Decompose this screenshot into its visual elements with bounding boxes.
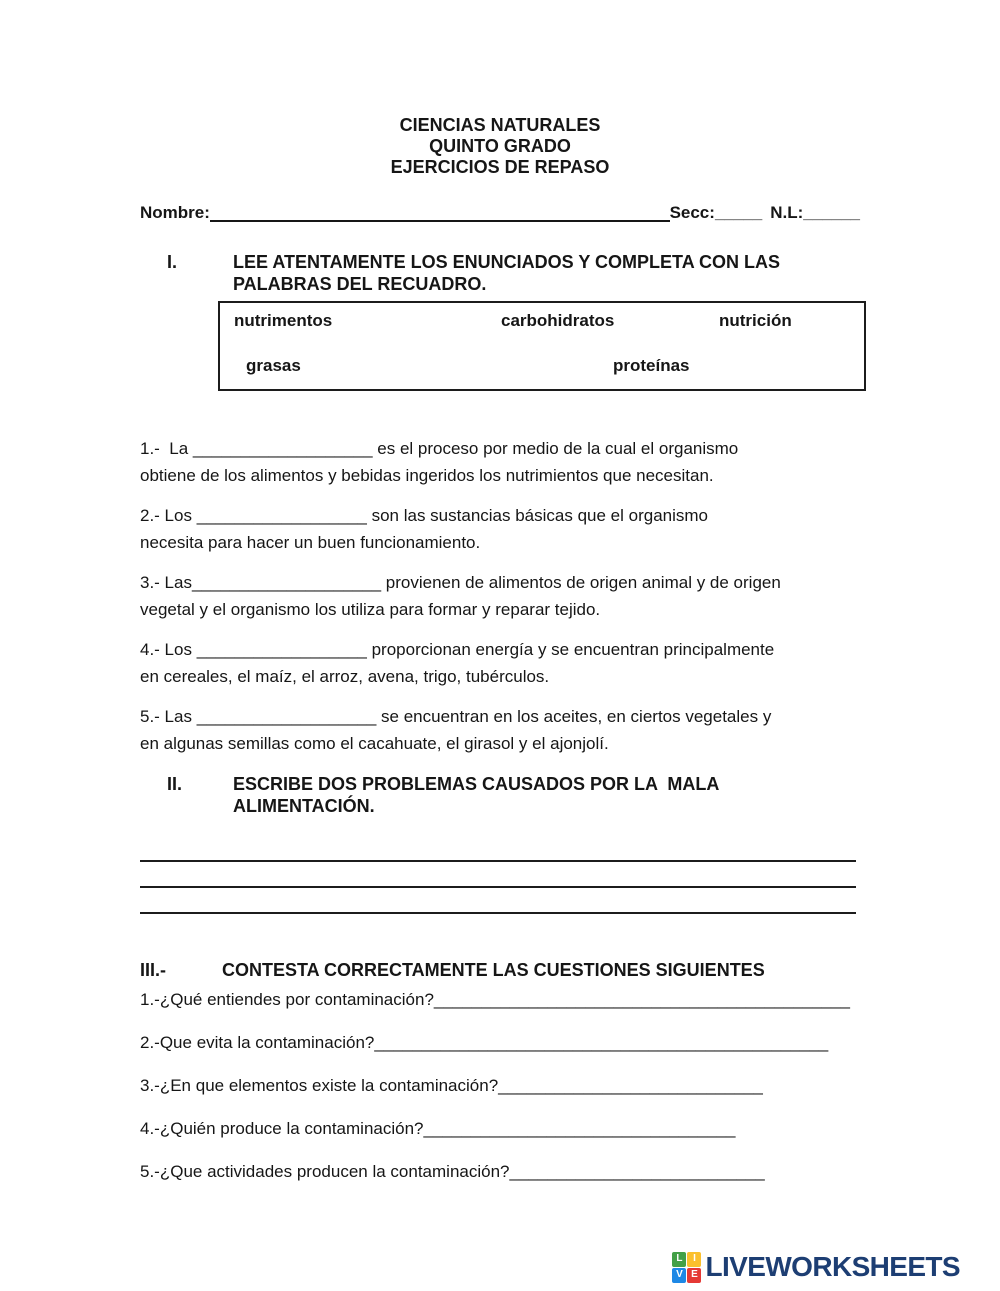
- item-4-line-2: en cereales, el maíz, el arroz, avena, trigo, tubérculos.: [140, 667, 550, 686]
- section-1-heading: [140, 251, 860, 295]
- logo-tile-v: V: [672, 1268, 686, 1283]
- section-2-instructions: [233, 773, 845, 817]
- section-2-heading: [140, 773, 860, 817]
- name-blank-line: [210, 206, 670, 222]
- item-1-line-1: 1.- La ___________________ es el proceso por medio de la cual el organismo: [140, 439, 739, 458]
- answer-blank-line: [140, 836, 856, 862]
- logo-tile-i: I: [687, 1252, 701, 1267]
- section-1-instructions-line1: LEE ATENTAMENTE LOS ENUNCIADOS Y COMPLETA CON LAS: [233, 252, 781, 272]
- fill-in-item-4: [140, 636, 860, 690]
- question-4: 4.-¿Quién produce la contaminación?_________________________________: [140, 1119, 736, 1138]
- question-2: 2.-Que evita la contaminación?________________________________________________: [140, 1033, 829, 1052]
- logo-tile-l: L: [672, 1252, 686, 1267]
- section-1-numeral: I.: [167, 252, 178, 272]
- question-5: 5.-¿Que actividades producen la contaminación?___________________________: [140, 1162, 765, 1181]
- word-bank-word: nutrimentos: [234, 311, 333, 330]
- section-2-instructions-line1: ESCRIBE DOS PROBLEMAS CAUSADOS POR LA MALA: [233, 774, 720, 794]
- item-2-line-1: 2.- Los __________________ son las sustancias básicas que el organismo: [140, 506, 709, 525]
- nl-blank: ______: [803, 203, 860, 222]
- section-2-answer-area: [140, 836, 856, 914]
- item-2-line-2: necesita para hacer un buen funcionamiento.: [140, 533, 481, 552]
- section-3-numeral: III.-: [140, 960, 166, 980]
- fill-in-item-1: [140, 435, 860, 489]
- nl-label: N.L:: [770, 203, 804, 222]
- title-line-type: EJERCICIOS DE REPASO: [390, 157, 610, 177]
- question-1: 1.-¿Qué entiendes por contaminación?____________________________________________: [140, 990, 850, 1009]
- item-4-line-1: 4.- Los __________________ proporcionan energía y se encuentran principalmente: [140, 640, 775, 659]
- section-2-numeral: II.: [167, 774, 183, 794]
- worksheet-content: [140, 0, 860, 1201]
- section-3-questions: [140, 986, 860, 1185]
- word-bank-word: grasas: [246, 356, 301, 375]
- item-1-line-2: obtiene de los alimentos y bebidas ingeridos los nutrimientos que necesitan.: [140, 466, 714, 485]
- secc-blank: _____: [714, 203, 763, 222]
- word-bank-word: proteínas: [613, 356, 690, 375]
- word-bank-box: [218, 301, 866, 391]
- word-bank-word: carbohidratos: [501, 311, 615, 330]
- section-2-instructions-line2: ALIMENTACIÓN.: [233, 796, 375, 816]
- item-3-line-2: vegetal y el organismo los utiliza para formar y reparar tejido.: [140, 600, 601, 619]
- name-row: [140, 202, 860, 224]
- section-3-instructions: CONTESTA CORRECTAMENTE LAS CUESTIONES SIGUIENTES: [222, 960, 765, 980]
- word-bank-word: nutrición: [719, 311, 792, 330]
- fill-in-item-5: [140, 703, 860, 757]
- item-5-line-2: en algunas semillas como el cacahuate, el girasol y el ajonjolí.: [140, 734, 609, 753]
- fill-in-item-3: [140, 569, 860, 623]
- liveworksheets-wordmark[interactable]: LIVEWORKSHEETS: [705, 1251, 960, 1282]
- name-label: Nombre:: [140, 203, 210, 222]
- title-line-grade: QUINTO GRADO: [429, 136, 571, 156]
- document-title: [140, 115, 860, 178]
- item-5-line-1: 5.- Las ___________________ se encuentran en los aceites, en ciertos vegetales y: [140, 707, 772, 726]
- section-3-heading: [140, 959, 860, 981]
- section-1-instructions: [233, 251, 845, 295]
- fill-in-items: [140, 435, 860, 757]
- liveworksheets-grid-icon: [672, 1252, 701, 1283]
- answer-blank-line: [140, 862, 856, 888]
- fill-in-item-2: [140, 502, 860, 556]
- liveworksheets-logo[interactable]: [672, 1251, 960, 1283]
- section-1-instructions-line2: PALABRAS DEL RECUADRO.: [233, 274, 487, 294]
- item-3-line-1: 3.- Las____________________ provienen de alimentos de origen animal y de origen: [140, 573, 781, 592]
- question-3: 3.-¿En que elementos existe la contaminación?____________________________: [140, 1076, 763, 1095]
- title-line-subject: CIENCIAS NATURALES: [399, 115, 601, 135]
- logo-tile-e: E: [687, 1268, 701, 1283]
- secc-label: Secc:: [669, 203, 715, 222]
- answer-blank-line: [140, 888, 856, 914]
